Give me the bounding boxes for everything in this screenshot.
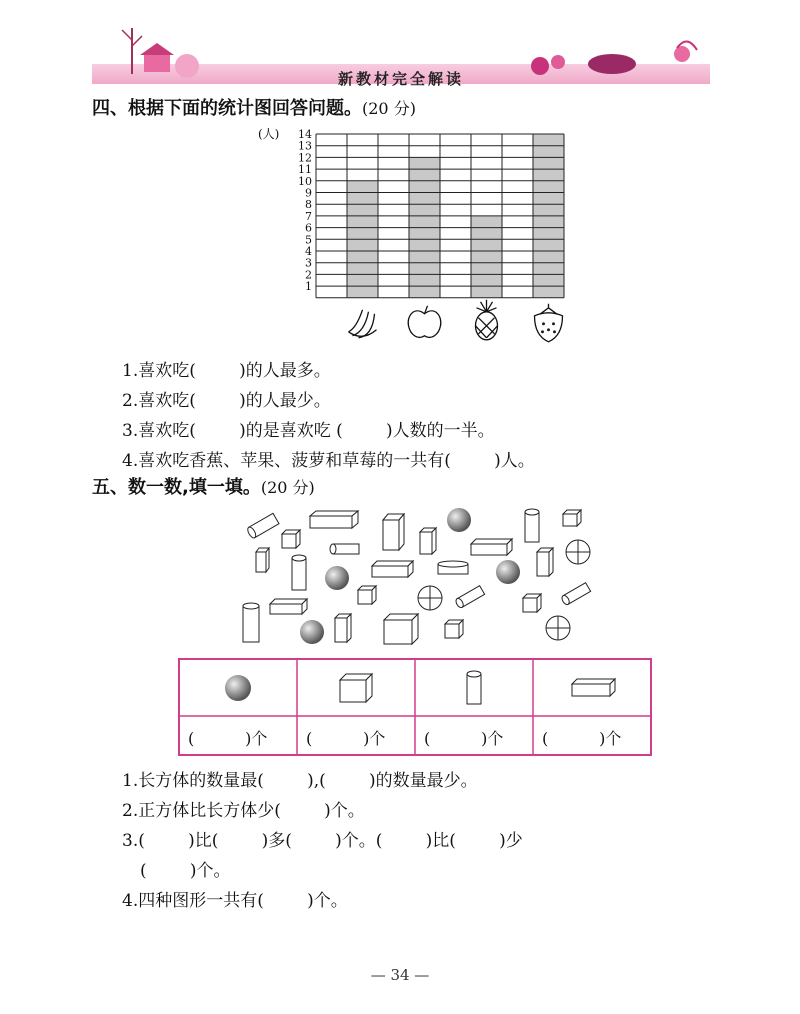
- cylinder-icon: [330, 544, 359, 554]
- s5-question-1: 1.长方体的数量最( ),( )的数量最少。: [122, 771, 478, 791]
- section5-points: (20 分): [260, 478, 315, 497]
- pineapple-icon: [476, 300, 498, 340]
- cylinder-icon: [438, 561, 468, 574]
- cube-icon: [445, 620, 463, 638]
- strawberry-icon: [535, 304, 563, 342]
- cylinder-icon: [243, 603, 259, 642]
- sphere-icon: [496, 560, 520, 584]
- cylinder-icon: [467, 671, 481, 704]
- y-tick-label: 4: [305, 245, 312, 258]
- y-tick-label: 2: [305, 268, 312, 282]
- count-cell-sphere: ( )个: [188, 729, 268, 748]
- cylinder-icon: [525, 509, 539, 542]
- sphere-icon: [447, 508, 471, 532]
- y-tick-label: 12: [298, 151, 312, 165]
- page-header: [92, 18, 710, 86]
- cuboid-icon: [471, 539, 512, 555]
- cube-icon: [563, 510, 581, 526]
- y-tick-label: 6: [305, 221, 312, 235]
- cube-icon: [523, 594, 541, 612]
- count-cell-cuboid: ( )个: [542, 729, 622, 748]
- count-cell-cube: ( )个: [306, 729, 386, 748]
- s4-question-4: 4.喜欢吃香蕉、苹果、菠萝和草莓的一共有( )人。: [122, 451, 535, 471]
- section4-points: (20 分): [362, 99, 416, 118]
- apple-icon: [408, 306, 441, 338]
- ball-icon: [418, 586, 442, 610]
- sphere-icon: [300, 620, 324, 644]
- y-tick-label: 11: [298, 163, 312, 177]
- cylinder-icon: [561, 583, 591, 606]
- bar-3: [471, 216, 502, 298]
- y-tick-label: 1: [305, 280, 312, 294]
- section5-title-text: 五、数一数,填一填。: [92, 477, 261, 498]
- page-number: — 34 —: [370, 966, 430, 984]
- section5-title: [92, 473, 315, 499]
- y-tick-label: 8: [305, 198, 312, 212]
- cube-icon: [358, 586, 376, 604]
- cylinder-icon: [246, 513, 279, 539]
- y-tick-label: 5: [305, 233, 312, 247]
- s5-question-2: 2.正方体比长方体少( )个。: [122, 801, 365, 821]
- y-axis-label: (人): [258, 127, 280, 141]
- cuboid-icon: [256, 548, 269, 572]
- y-tick-label: 14: [298, 128, 312, 141]
- y-tick-label: 7: [305, 209, 312, 223]
- y-tick-label: 9: [305, 186, 312, 200]
- section4-title-text: 四、根据下面的统计图回答问题。: [92, 98, 362, 119]
- ball-icon: [566, 540, 590, 564]
- cuboid-icon: [270, 599, 307, 614]
- cube-icon: [282, 530, 300, 548]
- count-cell-cylinder: ( )个: [424, 729, 504, 748]
- section4-title: [92, 94, 416, 120]
- cuboid-icon: [372, 561, 413, 577]
- s5-question-4: 4.四种图形一共有( )个。: [122, 891, 348, 911]
- banana-icon: [349, 310, 377, 338]
- sphere-icon: [225, 675, 251, 701]
- cuboid-icon: [420, 528, 436, 554]
- y-tick-label: 10: [298, 174, 312, 188]
- cuboid-icon: [310, 511, 358, 528]
- s4-question-2: 2.喜欢吃( )的人最少。: [122, 391, 331, 411]
- s4-question-1: 1.喜欢吃( )的人最多。: [122, 361, 331, 381]
- bar-chart: [256, 124, 596, 346]
- s4-question-3: 3.喜欢吃( )的是喜欢吃 ( )人数的一半。: [122, 421, 495, 441]
- cylinder-icon: [455, 586, 485, 609]
- cuboid-icon: [383, 514, 404, 550]
- s5-question-3: 3.( )比( )多( )个。( )比( )少: [122, 831, 523, 851]
- header-title: 新教材完全解读: [337, 70, 464, 88]
- solids-illustration: [238, 502, 598, 652]
- ball-icon: [546, 616, 570, 640]
- cylinder-icon: [292, 555, 306, 590]
- s5-question-3-cont: ( )个。: [140, 861, 231, 881]
- cuboid-icon: [572, 679, 615, 696]
- cube-icon: [384, 614, 418, 644]
- cuboid-icon: [335, 614, 351, 642]
- count-table: [178, 658, 652, 756]
- cube-icon: [340, 674, 372, 702]
- cuboid-icon: [537, 548, 553, 576]
- sphere-icon: [325, 566, 349, 590]
- y-tick-label: 13: [298, 139, 312, 153]
- y-tick-label: 3: [305, 256, 312, 270]
